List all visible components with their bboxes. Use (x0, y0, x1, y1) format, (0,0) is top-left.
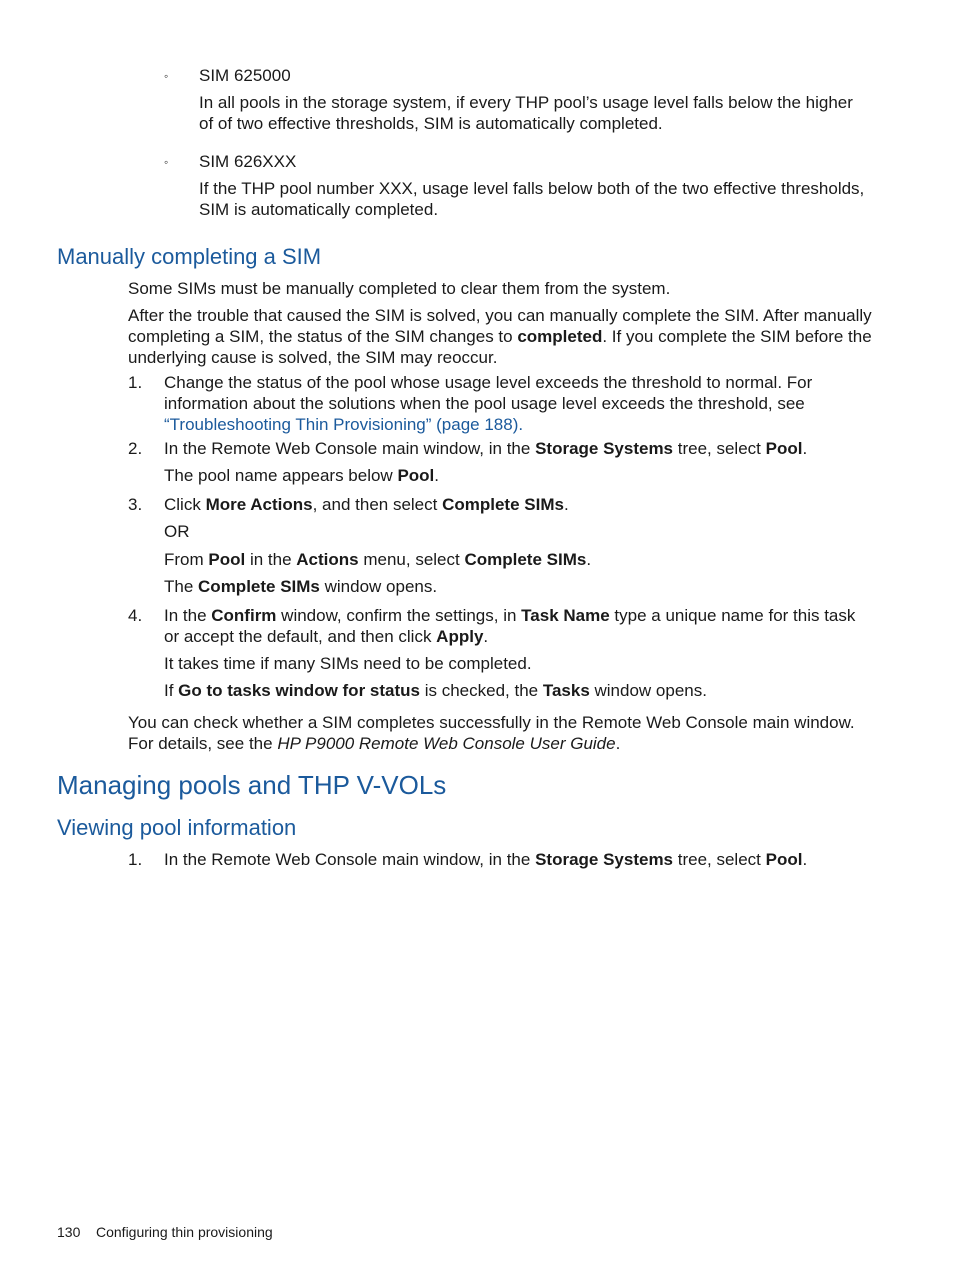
text: window opens. (319, 577, 438, 596)
list-bullet: ◦ (164, 69, 169, 83)
text: In the Remote Web Console main window, in the (164, 439, 536, 458)
text: . (586, 550, 592, 569)
link-troubleshooting-thin-provisioning[interactable]: “Troubleshooting Thin Provisioning” (page 188) (164, 415, 519, 434)
bold-pool: Pool (765, 850, 803, 869)
text: window, confirm the settings, in (276, 606, 522, 625)
sim-625000-desc-line1: In all pools in the storage system, if every THP pool’s usage level falls below the higher (199, 93, 853, 112)
step-number: 1. (128, 850, 143, 869)
step3-result (164, 576, 437, 597)
bold-storage-systems: Storage Systems (535, 850, 674, 869)
step-number: 3. (128, 495, 143, 514)
text: Click (164, 495, 206, 514)
text: In the Remote Web Console main window, in the (164, 850, 536, 869)
sim-626xxx-desc-line2: SIM is automatically completed. (199, 200, 439, 219)
paragraph-some-sims: Some SIMs must be manually completed to clear them from the system. (128, 279, 671, 298)
paragraph-after-trouble-line2 (128, 326, 872, 347)
text: . If you complete the SIM before the (602, 327, 872, 346)
text: From (164, 550, 209, 569)
bold-completed: completed (517, 327, 603, 346)
step4-tasks-note (164, 680, 707, 701)
bold-pool: Pool (765, 439, 803, 458)
bold-complete-sims: Complete SIMs (464, 550, 587, 569)
text: or accept the default, and then click (164, 627, 437, 646)
text: In the (164, 606, 212, 625)
bold-more-actions: More Actions (205, 495, 313, 514)
heading-managing-pools: Managing pools and THP V-VOLs (57, 770, 447, 800)
text: is checked, the (419, 681, 543, 700)
sim-626xxx-title: SIM 626XXX (199, 152, 297, 171)
text: in the (245, 550, 297, 569)
text: tree, select (673, 850, 766, 869)
bold-tasks: Tasks (542, 681, 590, 700)
text: window opens. (589, 681, 707, 700)
text: The (164, 577, 199, 596)
step4-time-note: It takes time if many SIMs need to be completed. (164, 654, 532, 673)
text: type a unique name for this task (609, 606, 856, 625)
text: , and then select (312, 495, 443, 514)
bold-task-name: Task Name (521, 606, 610, 625)
page-number: 130 (57, 1224, 81, 1240)
sim-625000-title: SIM 625000 (199, 66, 291, 85)
paragraph-check-line2 (128, 733, 620, 754)
bold-complete-sims: Complete SIMs (198, 577, 320, 596)
step3-or: OR (164, 522, 190, 541)
bold-actions: Actions (296, 550, 359, 569)
step3-line1 (164, 494, 569, 515)
text: For details, see the (128, 734, 278, 753)
text: . (802, 439, 808, 458)
step1-line2: information about the solutions when the pool usage level exceeds the threshold, see (164, 394, 805, 413)
text: . (615, 734, 621, 753)
bold-storage-systems: Storage Systems (535, 439, 674, 458)
text: The pool name appears below (164, 466, 398, 485)
step3-alternative (164, 549, 591, 570)
sim-625000-desc-line2: of of two effective thresholds, SIM is automatically completed. (199, 114, 663, 133)
step2-result (164, 465, 439, 486)
paragraph-after-trouble-line1: After the trouble that caused the SIM is solved, you can manually complete the SIM. After manually (128, 306, 872, 325)
text: . (563, 495, 569, 514)
bold-go-to-tasks: Go to tasks window for status (178, 681, 420, 700)
text: tree, select (673, 439, 766, 458)
bold-apply: Apply (436, 627, 484, 646)
text: completing a SIM, the status of the SIM changes to (128, 327, 518, 346)
step-number: 1. (128, 373, 143, 392)
bold-confirm: Confirm (211, 606, 277, 625)
step-number: 4. (128, 606, 143, 625)
paragraph-check-line1: You can check whether a SIM completes successfully in the Remote Web Console main window. (128, 713, 855, 732)
bold-pool: Pool (397, 466, 435, 485)
step1-line1: Change the status of the pool whose usage level exceeds the threshold to normal. For (164, 373, 813, 392)
step4-line1 (164, 605, 855, 626)
step2-line1 (164, 438, 807, 459)
viewing-step1 (164, 849, 807, 870)
bold-complete-sims: Complete SIMs (442, 495, 564, 514)
text: . (483, 627, 489, 646)
list-bullet: ◦ (164, 155, 169, 169)
footer-chapter-title: Configuring thin provisioning (96, 1224, 273, 1240)
bold-pool: Pool (208, 550, 246, 569)
text: . (518, 415, 524, 434)
text: If (164, 681, 179, 700)
text: menu, select (358, 550, 465, 569)
step1-line3 (164, 414, 523, 435)
text: . (802, 850, 808, 869)
sim-626xxx-desc-line1: If the THP pool number XXX, usage level falls below both of the two effective thresholds, (199, 179, 865, 198)
paragraph-after-trouble-line3: underlying cause is solved, the SIM may reoccur. (128, 348, 498, 367)
step-number: 2. (128, 439, 143, 458)
text: . (434, 466, 440, 485)
italic-guide-title: HP P9000 Remote Web Console User Guide (277, 734, 616, 753)
step4-line2 (164, 626, 488, 647)
heading-viewing-pool-information: Viewing pool information (57, 815, 297, 840)
heading-manually-completing-sim: Manually completing a SIM (57, 244, 322, 269)
